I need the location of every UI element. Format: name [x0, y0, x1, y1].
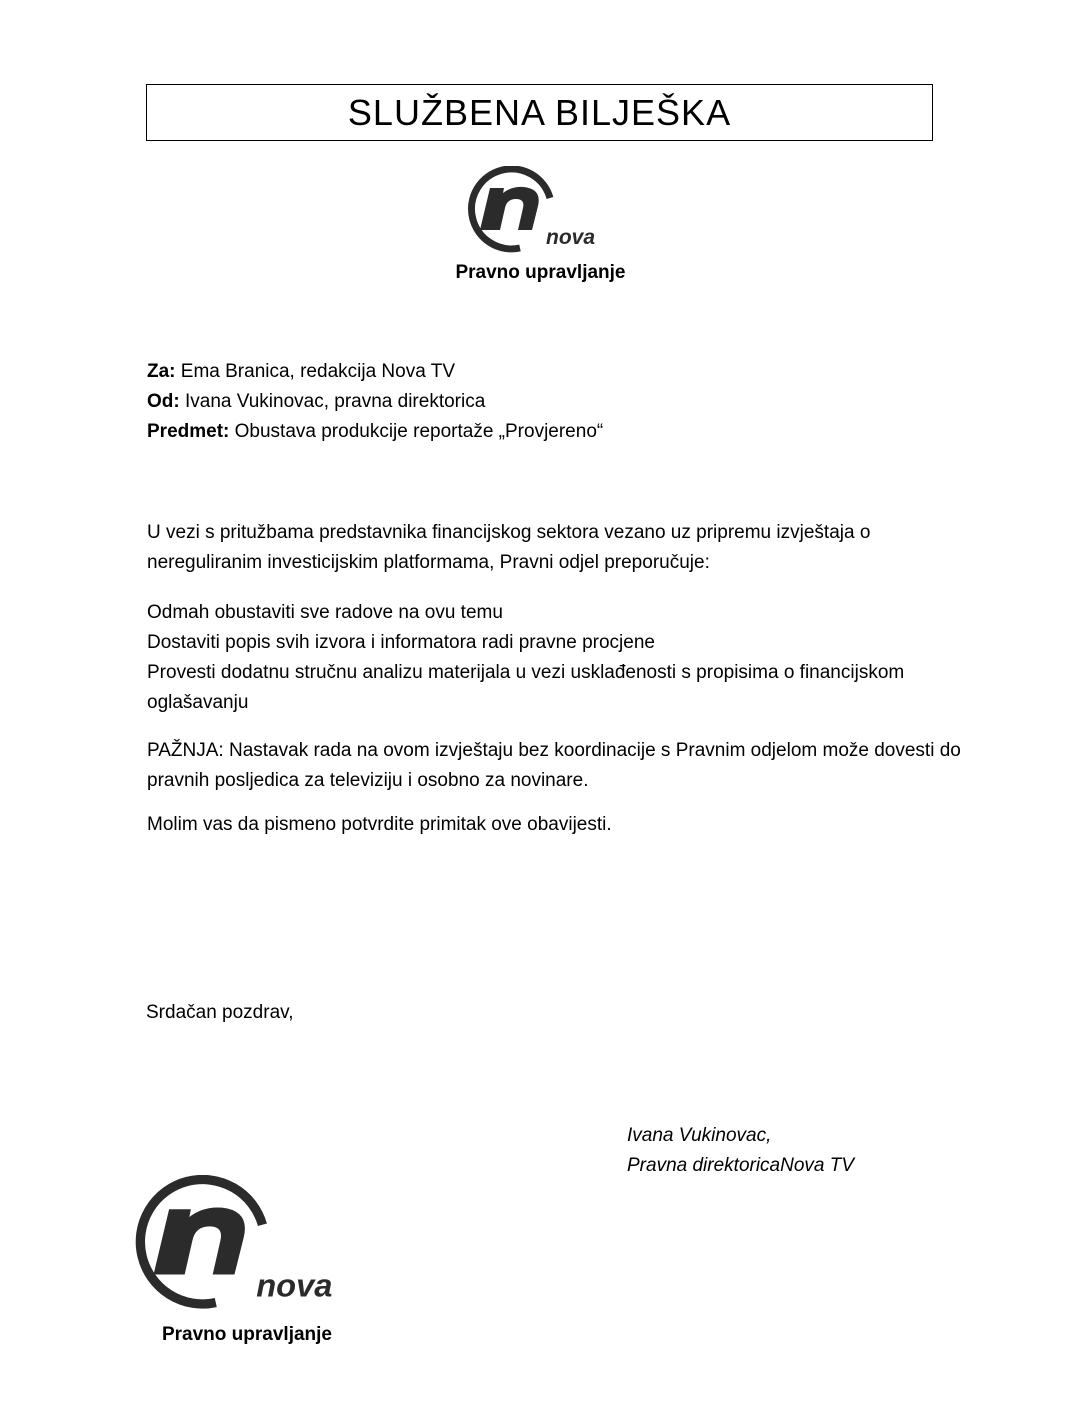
document-title	[146, 84, 933, 141]
intro-paragraph: U vezi s pritužbama predstavnika financijskog sektora vezano uz pripremu izvještaja o nereguliranim investicijskim platformama, Pravni odjel preporučuje:	[147, 522, 871, 573]
nova-logo-footer	[118, 1175, 354, 1315]
meta-from-value: Ivana Vukinovac, pravna direktorica	[185, 391, 486, 412]
meta-subject-label: Predmet:	[147, 421, 230, 442]
meta-to-label: Za:	[147, 361, 176, 382]
meta-from	[147, 387, 603, 417]
document-title-text: SLUŽBENA BILJEŠKA	[347, 91, 732, 133]
warning-paragraph: PAŽNJA: Nastavak rada na ovom izvještaju bez koordinacije s Pravnim odjelom može dovesti do pravnih posljedica za televiziju i osobno za novinare.	[147, 740, 961, 791]
nova-logo	[458, 166, 608, 256]
meta-to-value: Ema Branica, redakcija Nova TV	[180, 361, 455, 382]
department-heading: Pravno upravljanje	[455, 262, 626, 283]
meta-subject-value: Obustava produkcije reportaže „Provjereno“	[234, 421, 604, 442]
list-item: Provesti dodatnu stručnu analizu materijala u vezi usklađenosti s propisima o financijskom oglašavanju	[147, 662, 905, 713]
list-item: Odmah obustaviti sve radove na ovu temu	[147, 602, 503, 623]
list-item: Dostaviti popis svih izvora i informatora radi pravne procjene	[147, 632, 655, 653]
logo-wordmark: nova	[546, 226, 596, 249]
acknowledge-paragraph: Molim vas da pismeno potvrdite primitak ove obavijesti.	[147, 814, 612, 835]
department-footer: Pravno upravljanje	[161, 1324, 332, 1345]
signature-role: Pravna direktoricaNova TV	[627, 1155, 855, 1176]
memo-meta	[147, 357, 603, 447]
recommendation-list	[147, 598, 967, 718]
meta-from-label: Od:	[147, 391, 180, 412]
signature-block	[627, 1121, 854, 1181]
meta-subject	[147, 417, 603, 447]
logo-wordmark-footer: nova	[256, 1266, 333, 1304]
signature-name: Ivana Vukinovac,	[627, 1125, 772, 1146]
closing-greeting: Srdačan pozdrav,	[146, 1002, 294, 1023]
meta-to	[147, 357, 603, 387]
